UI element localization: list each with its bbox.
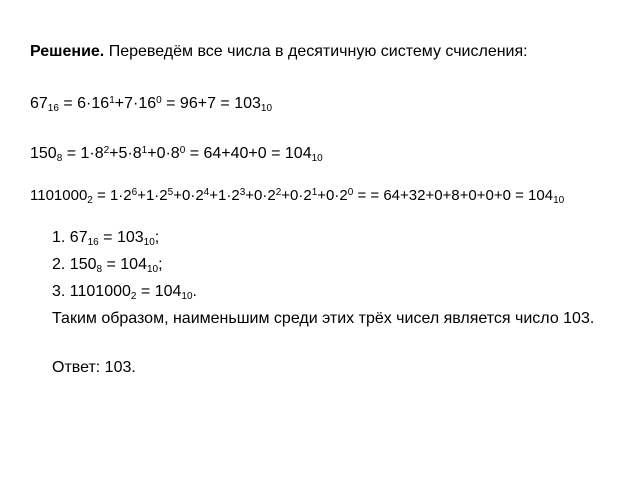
base-subscript: 10 — [311, 153, 323, 164]
term: +0·2 — [281, 187, 312, 204]
intro-line — [30, 42, 528, 62]
number: 1101000 — [30, 187, 88, 204]
term: +0·8 — [147, 145, 180, 162]
list-text: . — [192, 283, 197, 300]
term: = = 64+32+0+8+0+0+0 = 104 — [353, 187, 554, 204]
base-subscript: 2 — [87, 195, 93, 206]
list-item — [52, 228, 159, 250]
base-subscript: 8 — [96, 264, 103, 275]
term: +5·8 — [109, 145, 142, 162]
exponent: 2 — [103, 145, 110, 156]
exponent: 0 — [179, 145, 186, 156]
list-item — [52, 282, 197, 304]
equation-octal — [30, 144, 323, 166]
list-item — [52, 255, 163, 277]
equation-binary — [30, 186, 564, 208]
term: +1·2 — [137, 187, 168, 204]
number: 150 — [30, 145, 57, 162]
base-subscript: 16 — [87, 237, 99, 248]
base-subscript: 10 — [143, 237, 155, 248]
base-subscript: 10 — [260, 103, 273, 114]
exponent: 3 — [239, 187, 246, 198]
number: 67 — [30, 95, 48, 112]
list-text: 2. 150 — [52, 256, 97, 273]
term: = 1·2 — [92, 187, 132, 204]
term: = 1·8 — [62, 145, 104, 162]
exponent: 1 — [311, 187, 318, 198]
list-text: 1. 67 — [52, 229, 88, 246]
list-text: 3. 1101000 — [52, 283, 131, 300]
base-subscript: 10 — [553, 195, 565, 206]
term: +1·2 — [209, 187, 240, 204]
exponent: 6 — [131, 187, 138, 198]
solution-label: Решение. — [30, 43, 105, 60]
base-subscript: 8 — [56, 153, 63, 164]
exponent: 5 — [167, 187, 174, 198]
intro-text: Переведём все числа в десятичную систему счисления: — [104, 43, 528, 60]
term: = 6·16 — [58, 95, 110, 112]
base-subscript: 2 — [130, 291, 137, 302]
exponent: 0 — [156, 95, 162, 106]
term: +0·2 — [245, 187, 276, 204]
exponent: 2 — [275, 187, 282, 198]
term: +0·2 — [317, 187, 348, 204]
list-text: ; — [154, 229, 160, 246]
list-text: = 103 — [98, 229, 144, 246]
exponent: 1 — [141, 145, 148, 156]
base-subscript: 10 — [181, 291, 193, 302]
conclusion-text: Таким образом, наименьшим среди этих трёх чисел является число 103. — [52, 310, 595, 327]
base-subscript: 10 — [146, 264, 159, 275]
base-subscript: 16 — [47, 103, 59, 114]
equation-hex — [30, 94, 272, 116]
list-text: = 104 — [136, 283, 182, 300]
answer-text: Ответ: 103. — [52, 359, 136, 376]
list-text: ; — [158, 256, 163, 273]
term: = 96+7 = 103 — [161, 95, 261, 112]
term: +0·2 — [173, 187, 204, 204]
list-text: = 104 — [102, 256, 147, 273]
exponent: 4 — [203, 187, 210, 198]
exponent: 1 — [109, 95, 115, 106]
term: = 64+40+0 = 104 — [185, 145, 312, 162]
exponent: 0 — [347, 187, 354, 198]
term: +7·16 — [114, 95, 157, 112]
